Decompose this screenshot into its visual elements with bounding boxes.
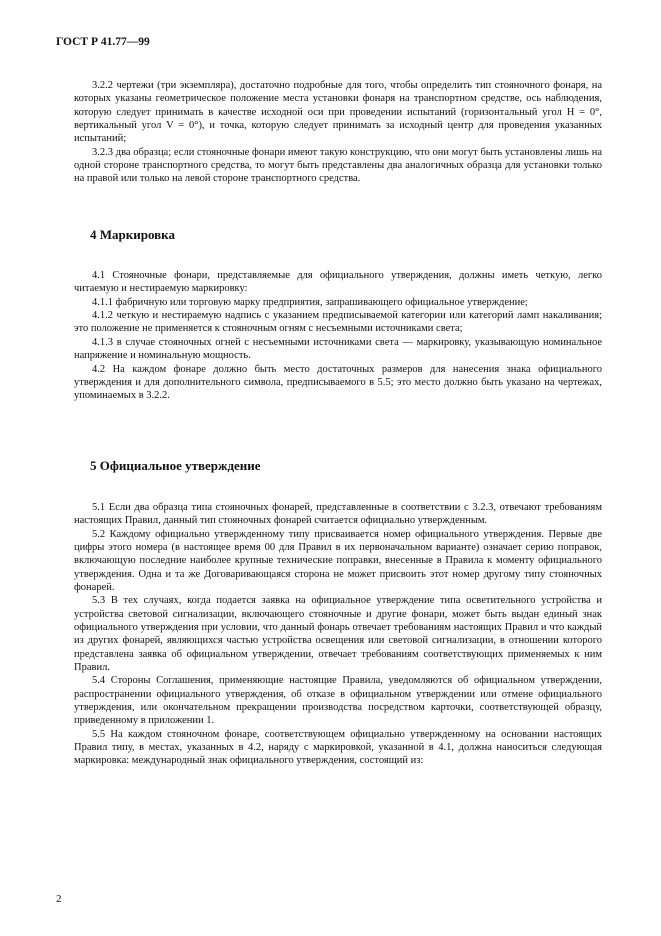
paragraph-3-2-3: 3.2.3 два образца; если стояночные фонари имеют такую конструкцию, что они могут быть установлены лишь на одной стороне транспортного средства, то могут быть представлены два аналогичных образца для установки только на правой или только на левой стороне транспортного средства. (74, 146, 602, 185)
paragraph-4-1-1: 4.1.1 фабричную или торговую марку предприятия, запрашивающего официальное утверждение; (92, 296, 528, 308)
paragraph-4-2: 4.2 На каждом фонаре должно быть место достаточных размеров для нанесения знака официального утверждения и для дополнительного символа, предписываемого в 5.5; это место должно быть указано на чертежах, упоминаемых в 3.2.2. (74, 363, 602, 402)
paragraph-5-5: 5.5 На каждом стояночном фонаре, соответствующем официально утвержденному на основании настоящих Правил типу, в местах, указанных в 4.2, наряду с маркировкой, указанной в 4.1, должна наноситься следующая маркировка: международный знак официального утверждения, состоящий из: (74, 728, 602, 767)
paragraph-4-1-2: 4.1.2 четкую и нестираемую надпись с указанием предписываемой категории или категорий ламп накаливания; это положение не применяется к стояночным огням с несъемными источниками света; (74, 310, 602, 335)
paragraph-5-3: 5.3 В тех случаях, когда подается заявка на официальное утверждение типа осветительного устройства и устройства световой сигнализации, включающего стояночные и другие фонари, может быть выдан единый знак официального утверждения при условии, что данный фонарь отвечает требованиям настоящих Правил и что каждый из других фонарей, являющихся частью устройства освещения или световой сигнализации, в отношении которого представлена заявка об официальном утверждении, отвечает требованиям соответствующих применяемых к ним Правил. (74, 595, 602, 673)
document-header: ГОСТ Р 41.77—99 (56, 36, 150, 48)
paragraph-3-2-2: 3.2.2 чертежи (три экземпляра), достаточно подробные для того, чтобы определить тип стояночного фонаря, на которых указаны геометрическое положение места установки фонаря на транспортном средстве, ось наблюдения, которую следует принимать в качестве исходной оси при проведении испытаний (горизонтальный угол H = 0°, вертикальный угол V = 0°), и точка, которую следует принимать за исходный центр для проведения указанных испытаний; (74, 80, 602, 145)
section-4-title: 4 Маркировка (90, 226, 175, 242)
paragraph-4-1-3: 4.1.3 в случае стояночных огней с несъемными источниками света — маркировку, указывающую номинальное напряжение и номинальную мощность. (74, 336, 602, 362)
page-number: 2 (56, 893, 62, 905)
paragraph-4-1: 4.1 Стояночные фонари, представляемые для официального утверждения, должны иметь четкую, легко читаемую и нестираемую маркировку: (74, 270, 602, 295)
paragraph-5-1: 5.1 Если два образца типа стояночных фонарей, представленные в соответствии с 3.2.3, отвечают требованиям настоящих Правил, данный тип стояночных фонарей считается официально утвержденным. (74, 501, 602, 527)
paragraph-5-2: 5.2 Каждому официально утвержденному типу присваивается номер официального утверждения. Первые две цифры этого номера (в настоящее время 00 для Правил в их первоначальном варианте) означает серию поправок, включающую последние наиболее крупные технические поправки, внесенные в Правила к моменту официального утверждения. Одна и та же Договаривающаяся сторона не может присвоить этот номер другому типу стояночных фонарей. (74, 528, 602, 593)
document-body (74, 79, 602, 768)
section-5-title: 5 Официальное утверждение (90, 457, 261, 473)
paragraph-5-4: 5.4 Стороны Соглашения, применяющие настоящие Правила, уведомляются об официальном утверждении, распространении официального утверждения, об отказе в официальном утверждении или отмене официального утверждения, или окончательном прекращении производства посредством карточки, соответствующей образцу, приведенному в приложении 1. (74, 675, 602, 727)
